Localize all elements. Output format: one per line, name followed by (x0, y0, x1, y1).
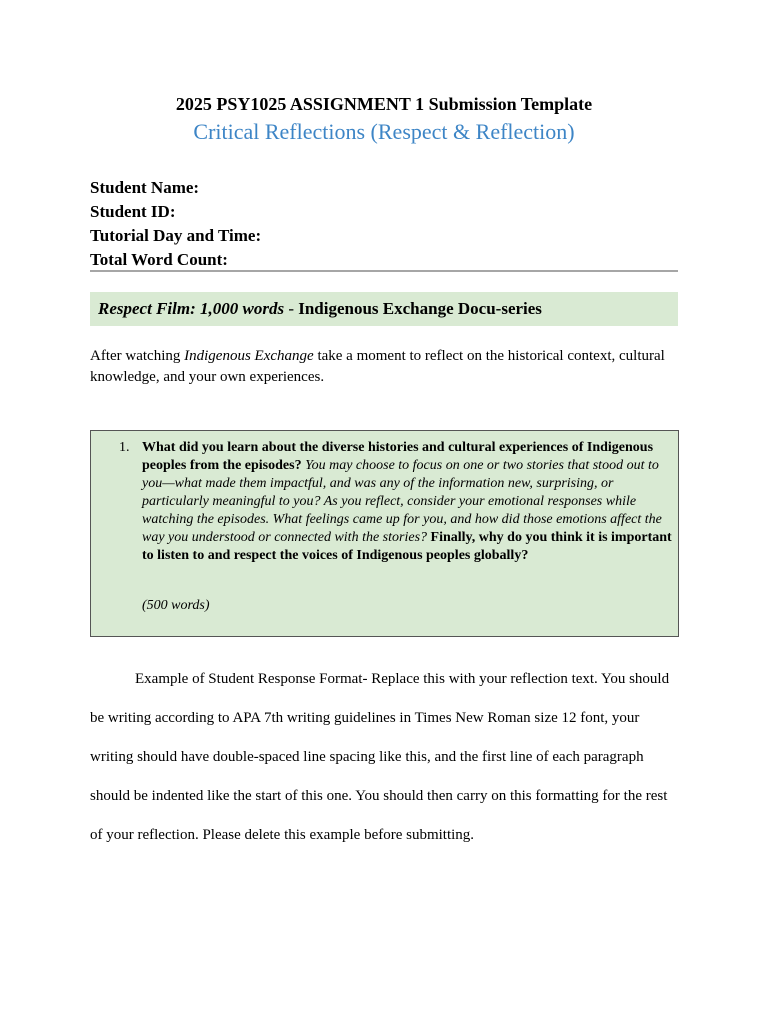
document-title: 2025 PSY1025 ASSIGNMENT 1 Submission Template (175, 94, 593, 114)
question-bold-2: Finally, why do you think it is important to listen to and respect the voices of Indigenous peoples globally? (142, 530, 672, 563)
banner-series-title: Indigenous Exchange Docu-series (298, 299, 542, 318)
banner-separator: - (284, 299, 299, 318)
intro-paragraph (90, 346, 678, 388)
horizontal-divider (90, 270, 678, 272)
student-info-fields (90, 176, 678, 272)
banner-film-words: Respect Film: 1,000 words (98, 299, 285, 318)
question-number: 1. (119, 440, 130, 455)
intro-before: After watching (90, 348, 185, 364)
total-word-count-label: Total Word Count: (90, 250, 228, 269)
question-box (90, 430, 679, 637)
document-subtitle: Critical Reflections (Respect & Reflection) (193, 119, 575, 144)
student-id-label: Student ID: (90, 202, 176, 221)
intro-film-title: Indigenous Exchange (184, 348, 314, 364)
question-word-limit: (500 words) (142, 598, 210, 613)
example-response-paragraph[interactable]: Example of Student Response Format- Replace this with your reflection text. You should be writing according to APA 7th writing guidelines in Times New Roman size 12 font, your writing should have double-spaced line spacing like this, and the first line of each paragraph should be indented like the start of this one. You should then carry on this formatting for the rest of your reflection. Please delete this example before submitting. (90, 671, 670, 843)
tutorial-day-time-label: Tutorial Day and Time: (90, 226, 262, 245)
intro-after: take a moment to reflect on the historical context, cultural knowledge, and your own experiences. (90, 348, 665, 385)
question-text (142, 439, 672, 565)
section-banner (90, 292, 678, 326)
question-italic-1: You may choose to focus on one or two stories that stood out to you—what made them impactful, and was any of the information new, surprising, or particularly meaningful to you? As you reflect, consider your emotional responses while watching the episodes. What feelings came up for you, and how did those emotions affect the way you understood or connected with the stories? (142, 458, 662, 545)
student-name-label: Student Name: (90, 178, 200, 197)
question-bold-1: What did you learn about the diverse histories and cultural experiences of Indigenous peoples from the episodes? (142, 440, 654, 473)
